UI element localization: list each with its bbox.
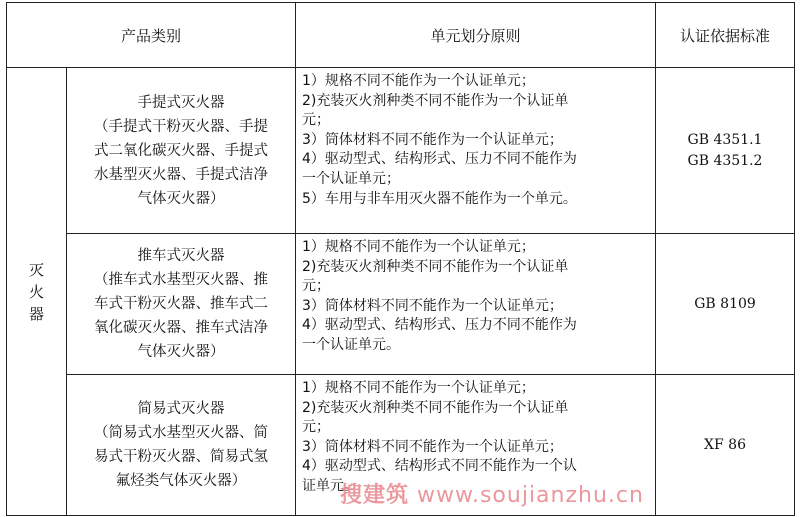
rule-line: 一个认证单元。 xyxy=(302,336,401,353)
table-row xyxy=(7,234,795,375)
category-char: 灭 xyxy=(28,260,44,279)
rule-line: 2)充装灭火剂种类不同不能作为一个认证单 xyxy=(302,92,569,109)
standard-cell xyxy=(656,68,795,234)
product-detail-line: 式二氧化碳灭火器、手提式 xyxy=(94,142,268,159)
product-detail-line: （手提式干粉灭火器、手提 xyxy=(94,118,268,135)
rule-line: 4）驱动型式、结构形式、压力不同不能作为 xyxy=(302,151,577,168)
product-cell xyxy=(67,375,296,516)
standard-code: GB 4351.1 xyxy=(687,131,763,148)
rule-line: 3）筒体材料不同不能作为一个认证单元； xyxy=(302,131,563,148)
rule-line: 元； xyxy=(302,419,331,436)
product-detail-line: 气体灭火器） xyxy=(137,190,225,207)
rules-cell xyxy=(296,68,656,234)
product-detail-line: 易式干粉灭火器、简易式氢 xyxy=(94,449,268,465)
standard-code: GB 8109 xyxy=(694,295,756,312)
watermark-url: www.soujianzhu.cn xyxy=(417,483,644,508)
rule-line: 2)充装灭火剂种类不同不能作为一个认证单 xyxy=(302,399,569,416)
table-row xyxy=(7,68,795,234)
product-detail-line: （简易式水基型灭火器、简 xyxy=(94,425,268,441)
rule-line: 1）规格不同不能作为一个认证单元； xyxy=(302,380,535,396)
product-title: 简易式灭火器 xyxy=(137,401,225,417)
site-watermark xyxy=(340,478,644,509)
rule-line: 1）规格不同不能作为一个认证单元； xyxy=(302,73,535,89)
product-title: 推车式灭火器 xyxy=(137,248,225,264)
category-char: 器 xyxy=(28,304,44,323)
product-detail-line: 车式干粉灭火器、推车式二 xyxy=(94,296,268,312)
rules-cell xyxy=(296,234,656,375)
product-cell xyxy=(67,68,296,234)
category-cell xyxy=(7,68,67,516)
header-standard: 认证依据标准 xyxy=(656,3,795,68)
standard-code: XF 86 xyxy=(704,436,746,453)
product-detail-line: 水基型灭火器、手提式洁净 xyxy=(94,166,268,183)
rule-line: 1）规格不同不能作为一个认证单元； xyxy=(302,239,535,255)
product-detail-line: 氧化碳灭火器、推车式洁净 xyxy=(94,320,268,336)
rule-line: 3）筒体材料不同不能作为一个认证单元； xyxy=(302,438,563,455)
rule-line: 2)充装灭火剂种类不同不能作为一个认证单 xyxy=(302,258,569,275)
table-header-row xyxy=(7,3,795,68)
rule-line: 一个认证单元； xyxy=(302,170,401,187)
rule-line: 4）驱动型式、结构形式、压力不同不能作为 xyxy=(302,317,577,334)
rule-line: 4）驱动型式、结构形式不同不能作为一个认 xyxy=(302,458,577,475)
product-cell xyxy=(67,234,296,375)
watermark-brand: 搜建筑 xyxy=(340,483,410,508)
category-char: 火 xyxy=(28,282,44,301)
standard-code: GB 4351.2 xyxy=(687,152,763,169)
standard-cell xyxy=(656,234,795,375)
product-detail-line: 气体灭火器） xyxy=(137,344,225,360)
header-unit-principle: 单元划分原则 xyxy=(296,3,656,68)
rule-line: 5）车用与非车用灭火器不能作为一个单元。 xyxy=(302,190,577,207)
product-title: 手提式灭火器 xyxy=(137,94,225,111)
rule-line: 3）筒体材料不同不能作为一个认证单元； xyxy=(302,297,563,314)
rule-line: 元； xyxy=(302,112,331,129)
rule-line: 元； xyxy=(302,278,331,295)
certification-unit-table xyxy=(6,2,795,516)
product-detail-line: 氟烃类气体灭火器） xyxy=(115,473,247,489)
standard-cell xyxy=(656,375,795,516)
rule-line: 证单元。 xyxy=(302,477,359,494)
product-detail-line: （推车式水基型灭火器、推 xyxy=(94,272,268,288)
header-product-category: 产品类别 xyxy=(7,3,296,68)
